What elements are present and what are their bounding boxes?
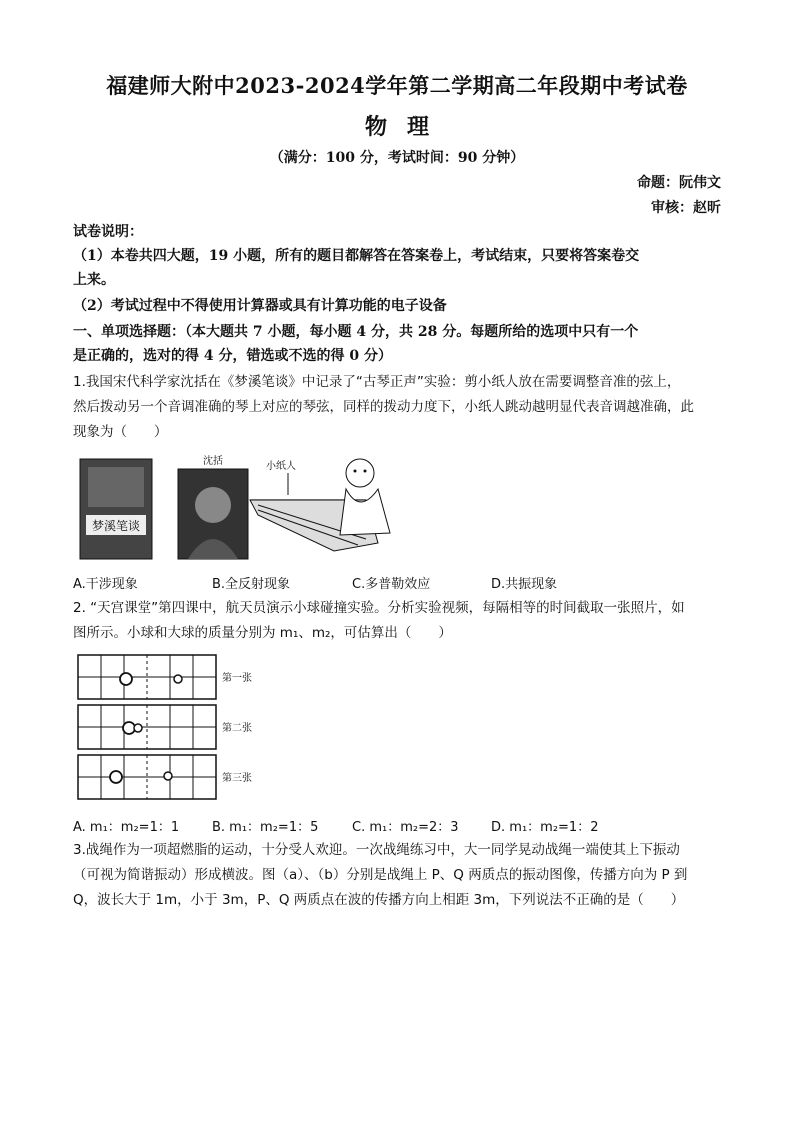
section-1-line-1: 一、单项选择题：（本大题共 7 小题，每小题 4 分，共 28 分。每题所给的选项中只有一个 bbox=[73, 324, 639, 340]
q2-option-c[interactable]: C. m₁：m₂=2：3 bbox=[352, 820, 459, 835]
q1-line-1: 1.我国宋代科学家沈括在《梦溪笔谈》中记录了“古琴正声”实验：剪小纸人放在需要调整音准的弦上， bbox=[73, 374, 681, 390]
q2-figure bbox=[76, 650, 256, 805]
q1-option-d[interactable]: D.共振现象 bbox=[491, 577, 558, 592]
instruction-1-line-1: （1）本卷共四大题，19 小题，所有的题目都解答在答案卷上，考试结束，只要将答案卷交 bbox=[73, 248, 640, 264]
instruction-1-line-2: 上来。 bbox=[73, 272, 115, 288]
q2-option-a[interactable]: A. m₁：m₂=1：1 bbox=[73, 820, 180, 835]
q3-line-3: Q，波长大于 1m，小于 3m，P、Q 两质点在波的传播方向上相距 3m，下列说法不正确的是（ ） bbox=[73, 892, 685, 908]
row-label-2: 第二张 bbox=[222, 723, 252, 734]
q3-line-1: 3.战绳作为一项超燃脂的运动，十分受人欢迎。一次战绳练习中，大一同学晃动战绳一端使其上下振动 bbox=[73, 842, 680, 858]
q2-line-1: 2. “天宫课堂”第四课中，航天员演示小球碰撞实验。分析实验视频，每隔相等的时间截取一张照片，如 bbox=[73, 600, 685, 616]
reviewer-line: 审核：赵昕 bbox=[651, 200, 721, 216]
section-1-line-2: 是正确的，选对的得 4 分，错选或不选的得 0 分） bbox=[73, 348, 392, 364]
author-line: 命题：阮伟文 bbox=[637, 175, 721, 191]
q3-line-2: （可视为简谐振动）形成横波。图（a）、（b）分别是战绳上 P、Q 两质点的振动图像，传播方向为 P 到 bbox=[73, 867, 688, 883]
book-label: 梦溪笔谈 bbox=[91, 519, 141, 533]
photo-row-2 bbox=[78, 705, 216, 749]
instructions-heading: 试卷说明： bbox=[73, 224, 143, 240]
instruction-2: （2）考试过程中不得使用计算器或具有计算功能的电子设备 bbox=[73, 298, 447, 314]
paper-figure-label: 小纸人 bbox=[266, 461, 296, 472]
q2-option-d[interactable]: D. m₁：m₂=1：2 bbox=[491, 820, 599, 835]
score-time: （满分：100 分，考试时间：90 分钟） bbox=[269, 150, 525, 166]
photo-row-3 bbox=[78, 755, 216, 799]
q1-option-b[interactable]: B.全反射现象 bbox=[212, 577, 291, 592]
subject-title: 物理 bbox=[364, 114, 449, 140]
q1-option-a[interactable]: A.干涉现象 bbox=[73, 577, 138, 592]
q2-option-b[interactable]: B. m₁：m₂=1：5 bbox=[212, 820, 319, 835]
photo-row-1 bbox=[78, 655, 216, 699]
q1-option-c[interactable]: C.多普勒效应 bbox=[352, 577, 431, 592]
row-label-3: 第三张 bbox=[222, 773, 252, 784]
exam-title: 福建师大附中2023-2024学年第二学期高二年段期中考试卷 bbox=[106, 73, 688, 98]
person-label: 沈括 bbox=[203, 456, 223, 467]
q1-line-2: 然后拨动另一个音调准确的琴上对应的琴弦，同样的拨动力度下，小纸人跳动越明显代表音调越准确，此 bbox=[73, 399, 694, 415]
child-figure bbox=[346, 459, 374, 487]
q1-figure bbox=[78, 455, 398, 563]
q1-line-3: 现象为（ ） bbox=[73, 424, 168, 440]
q2-line-2: 图所示。小球和大球的质量分别为 m₁、m₂，可估算出（ ） bbox=[73, 625, 452, 641]
row-label-1: 第一张 bbox=[222, 673, 252, 684]
